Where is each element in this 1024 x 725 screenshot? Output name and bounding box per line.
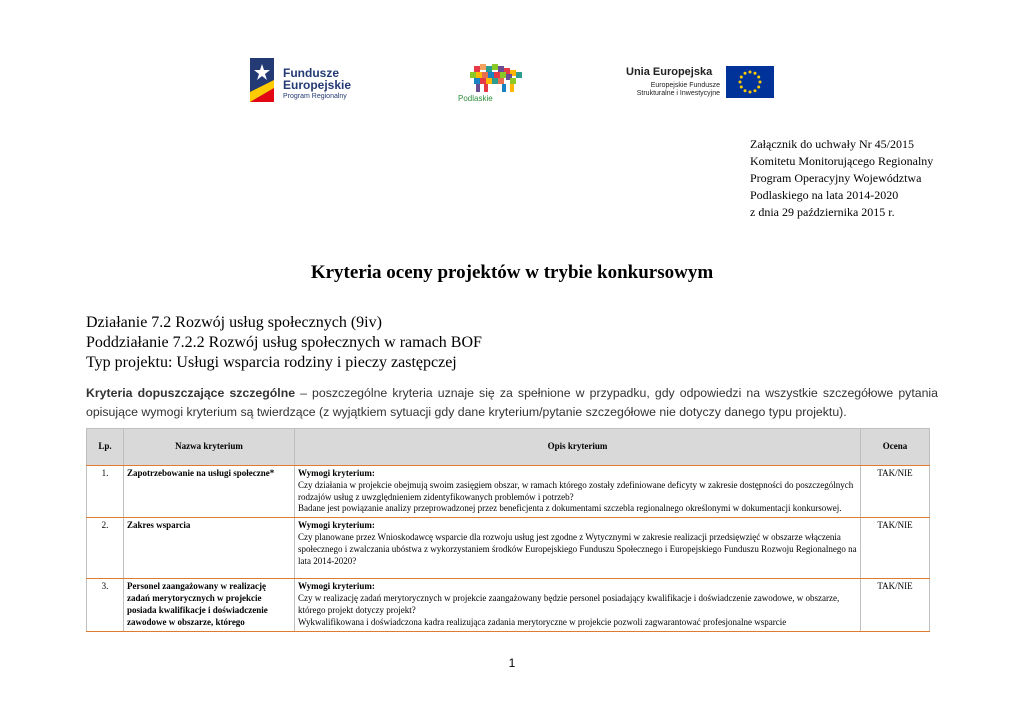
note-rest: – poszczególne kryteria uznaje się za spełnione w przypadku, gdy odpowiedzi na wszystkie szczegółowe pytania opisujące wymogi kryterium są twierdzące (z wyjątkiem sytuacji gdy dane kryterium/pytanie szczegółowe nie dotyczy danego typu projektu). <box>86 386 938 419</box>
row-desc-text: Czy w realizację zadań merytorycznych w projekcie zaangażowany będzie personel posiadający kwalifikacje i doświadczenie zawodowe, w obszarze, którego projekt dotyczy projekt? <box>298 593 840 615</box>
fundusze-europejskie-logo <box>250 58 370 106</box>
fe-line3: Program Regionalny <box>283 93 347 100</box>
annex-line: Program Operacyjny Województwa <box>750 171 922 185</box>
row-score: TAK/NIE <box>861 579 930 631</box>
row-lp: 3. <box>87 579 124 631</box>
row-desc-text2: Badane jest powiązanie analizy przeprowadzonej przez beneficjenta z dokumentami szczebla regionalnego określonymi w dokumentacji konkursowej. <box>298 503 842 514</box>
header-name: Nazwa kryterium <box>124 429 295 466</box>
row-lp: 2. <box>87 518 124 579</box>
podlaskie-logo <box>454 62 534 112</box>
row-req-label: Wymogi kryterium: <box>298 520 375 531</box>
row-score: TAK/NIE <box>861 466 930 518</box>
row-score: TAK/NIE <box>861 518 930 579</box>
eu-flag-icon <box>726 66 774 98</box>
criteria-table <box>86 428 930 632</box>
row-desc <box>295 579 861 631</box>
ue-subtitle <box>637 82 720 98</box>
table-row <box>87 518 930 579</box>
row-desc <box>295 518 861 579</box>
criteria-note <box>86 384 938 422</box>
fe-line1: Fundusze <box>283 66 339 80</box>
dzialanie-line: Działanie 7.2 Rozwój usług społecznych (9iv) <box>86 314 382 331</box>
unia-europejska-logo <box>626 64 776 104</box>
row-desc-text2: Wykwalifikowana i doświadczona kadra realizująca zadania merytoryczne w projekcie pozwoli zagwarantować profesjonalne wsparcie <box>298 616 787 627</box>
row-req-label: Wymogi kryterium: <box>298 581 375 592</box>
podlaskie-bison-icon <box>454 62 534 96</box>
poddzialanie-line: Poddziałanie 7.2.2 Rozwój usług społecznych w ramach BOF <box>86 334 482 351</box>
header-score: Ocena <box>861 429 930 466</box>
annex-line: Komitetu Monitorującego Regionalny <box>750 154 934 168</box>
ue-title: Unia Europejska <box>626 66 713 78</box>
ue-sub2: Strukturalne i Inwestycyjne <box>636 90 720 97</box>
fe-line2: Europejskie <box>283 78 352 92</box>
header-lp: Lp. <box>87 429 124 466</box>
subtitle-block <box>86 313 482 373</box>
annex-line: Podlaskiego na lata 2014-2020 <box>750 188 899 202</box>
annex-note <box>750 136 933 221</box>
annex-line: Załącznik do uchwały Nr 45/2015 <box>750 137 914 151</box>
row-name: Zakres wsparcia <box>124 518 295 579</box>
header-desc: Opis kryterium <box>295 429 861 466</box>
row-name: Zapotrzebowanie na usługi społeczne* <box>124 466 295 518</box>
annex-line: z dnia 29 października 2015 r. <box>750 205 895 219</box>
fe-flag-icon <box>250 58 278 102</box>
ue-sub1: Europejskie Fundusze <box>650 82 720 89</box>
note-bold: Kryteria dopuszczające szczególne <box>86 386 296 400</box>
typ-projektu-line: Typ projektu: Usługi wsparcia rodziny i pieczy zastępczej <box>86 354 457 371</box>
podlaskie-text: Podlaskie <box>458 94 493 103</box>
row-name: Personel zaangażowany w realizację zadań merytorycznych w projekcie posiada kwalifikacje i doświadczenie zawodowe w obszarze, którego <box>124 579 295 631</box>
table-row <box>87 466 930 518</box>
document-title: Kryteria oceny projektów w trybie konkursowym <box>310 262 714 283</box>
page-number: 1 <box>508 656 516 670</box>
row-desc-text: Czy planowane przez Wnioskodawcę wsparcie dla rozwoju usług jest zgodne z Wytycznymi w zakresie realizacji przedsięwzięć w obszarze włączenia społecznego i zwalczania ubóstwa z wykorzystaniem środków Europejskiego Funduszu Społecznego i Europejskiego Funduszu Rozwoju Regionalnego na lata 2014-2020? <box>298 531 857 566</box>
table-row <box>87 579 930 631</box>
row-desc-text: Czy działania w projekcie obejmują swoim zasięgiem obszar, w ramach którego zostały zdefiniowane deficyty w zakresie dostępności do poszczególnych rodzajów usług z uwzględnieniem zidentyfikowanych problemów i potrzeb? <box>298 479 854 502</box>
row-desc-spacer <box>298 567 857 576</box>
row-desc <box>295 466 861 518</box>
table-header-row <box>87 429 930 466</box>
row-req-label: Wymogi kryterium: <box>298 468 375 478</box>
row-lp: 1. <box>87 466 124 518</box>
